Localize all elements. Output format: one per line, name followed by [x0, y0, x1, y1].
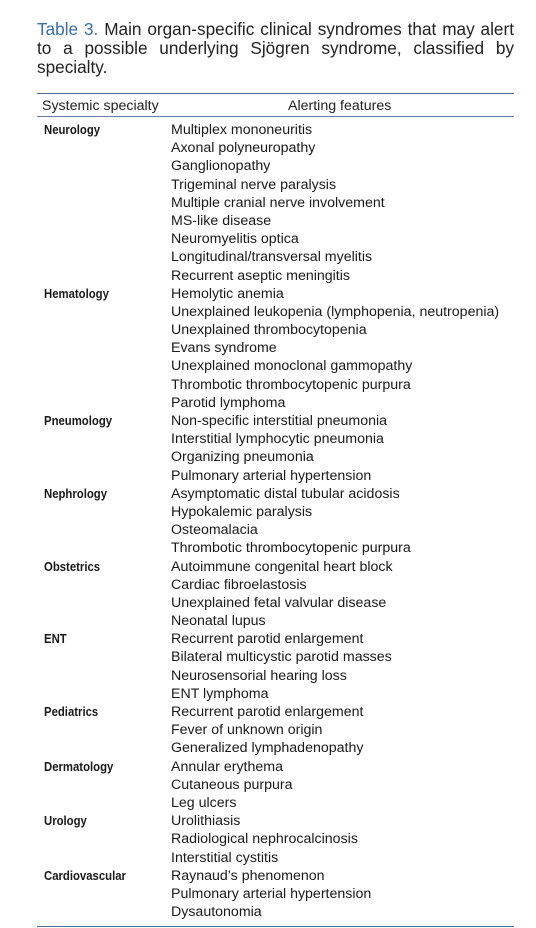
feature-item: Annular erythema: [171, 758, 283, 775]
column-header-features: Alerting features: [288, 98, 392, 114]
feature-item: Hypokalemic paralysis: [171, 503, 313, 520]
specialty-cell: Dermatology: [44, 758, 114, 774]
feature-item: Interstitial lymphocytic pneumonia: [171, 431, 384, 448]
specialty-cell: Hematology: [44, 285, 109, 301]
feature-item: Radiological nephrocalcinosis: [171, 831, 358, 848]
specialty-cell: Nephrology: [44, 485, 108, 501]
feature-item: Unexplained thrombocytopenia: [171, 322, 367, 339]
feature-item: Interstitial cystitis: [171, 849, 279, 866]
feature-item: Thrombotic thrombocytopenic purpura: [171, 540, 411, 557]
feature-item: Raynaud’s phenomenon: [171, 867, 325, 884]
feature-item: Thrombotic thrombocytopenic purpura: [171, 376, 411, 393]
features-cell: [171, 703, 536, 758]
table-caption-text: Main organ-specific clinical syndromes that may alert to a possible underlying Sjögren syndrome, classified by specialty.: [37, 19, 514, 77]
table-row: [0, 703, 536, 758]
feature-item: Leg ulcers: [171, 794, 237, 811]
table-row: [0, 867, 536, 922]
table-row: [0, 285, 536, 412]
feature-item: Evans syndrome: [171, 340, 277, 357]
feature-item: Pulmonary arterial hypertension: [171, 467, 372, 484]
feature-item: Dysautonomia: [171, 904, 262, 921]
feature-item: Bilateral multicystic parotid masses: [171, 649, 392, 666]
feature-item: Non-specific interstitial pneumonia: [171, 413, 388, 429]
table-caption: [37, 20, 514, 77]
specialty-cell: Obstetrics: [44, 558, 101, 574]
features-cell: [171, 121, 536, 285]
feature-item: Hemolytic anemia: [171, 285, 284, 302]
feature-item: MS-like disease: [171, 212, 272, 229]
table-row: [0, 812, 536, 867]
feature-item: Parotid lymphoma: [171, 394, 286, 411]
table-row: [0, 412, 536, 485]
feature-item: Recurrent aseptic meningitis: [171, 267, 350, 284]
features-cell: [171, 867, 536, 922]
feature-item: Generalized lymphadenopathy: [171, 740, 364, 757]
features-cell: [171, 812, 536, 867]
specialty-cell: Urology: [44, 813, 87, 829]
specialty-cell: Pediatrics: [44, 704, 99, 719]
feature-item: Urolithiasis: [171, 813, 241, 830]
table-row: [0, 630, 536, 703]
table-body: [0, 121, 536, 921]
features-cell: [171, 630, 536, 703]
specialty-cell: Cardiovascular: [44, 867, 126, 883]
feature-item: Neuromyelitis optica: [171, 231, 299, 248]
feature-item: Cutaneous purpura: [171, 776, 293, 793]
specialty-cell: Pneumology: [44, 413, 113, 428]
feature-item: Ganglionopathy: [171, 158, 271, 175]
feature-item: Unexplained monoclonal gammopathy: [171, 358, 413, 375]
features-cell: [171, 558, 536, 631]
feature-item: Trigeminal nerve paralysis: [171, 176, 337, 193]
features-cell: [171, 285, 536, 412]
feature-item: Unexplained leukopenia (lymphopenia, neutropenia): [171, 303, 500, 320]
table-row: [0, 758, 536, 813]
feature-item: Longitudinal/transversal myelitis: [171, 249, 373, 266]
feature-item: Asymptomatic distal tubular acidosis: [171, 485, 400, 502]
table-label: Table 3.: [37, 19, 99, 39]
specialty-cell: Neurology: [44, 122, 101, 137]
feature-item: Multiplex mononeuritis: [171, 122, 313, 138]
feature-item: Cardiac fibroelastosis: [171, 576, 307, 593]
feature-item: Neonatal lupus: [171, 613, 266, 630]
header-rule: [37, 116, 514, 117]
column-header-specialty: Systemic specialty: [42, 98, 159, 114]
table-row: [0, 485, 536, 558]
bottom-rule: [37, 926, 514, 927]
feature-item: Fever of unknown origin: [171, 722, 323, 739]
feature-item: Recurrent parotid enlargement: [171, 704, 364, 720]
features-cell: [171, 485, 536, 558]
feature-item: Axonal polyneuropathy: [171, 140, 316, 157]
table-row: [0, 558, 536, 631]
features-cell: [171, 758, 536, 813]
feature-item: Organizing pneumonia: [171, 449, 314, 466]
feature-item: Neurosensorial hearing loss: [171, 667, 347, 684]
feature-item: Autoimmune congenital heart block: [171, 558, 393, 575]
specialty-cell: ENT: [44, 631, 67, 647]
feature-item: Unexplained fetal valvular disease: [171, 594, 387, 611]
feature-item: ENT lymphoma: [171, 685, 269, 702]
feature-item: Osteomalacia: [171, 522, 258, 539]
feature-item: Multiple cranial nerve involvement: [171, 194, 385, 211]
features-cell: [171, 412, 536, 485]
top-rule: [37, 93, 514, 94]
feature-item: Recurrent parotid enlargement: [171, 631, 364, 648]
feature-item: Pulmonary arterial hypertension: [171, 885, 372, 902]
table-row: [0, 121, 536, 285]
